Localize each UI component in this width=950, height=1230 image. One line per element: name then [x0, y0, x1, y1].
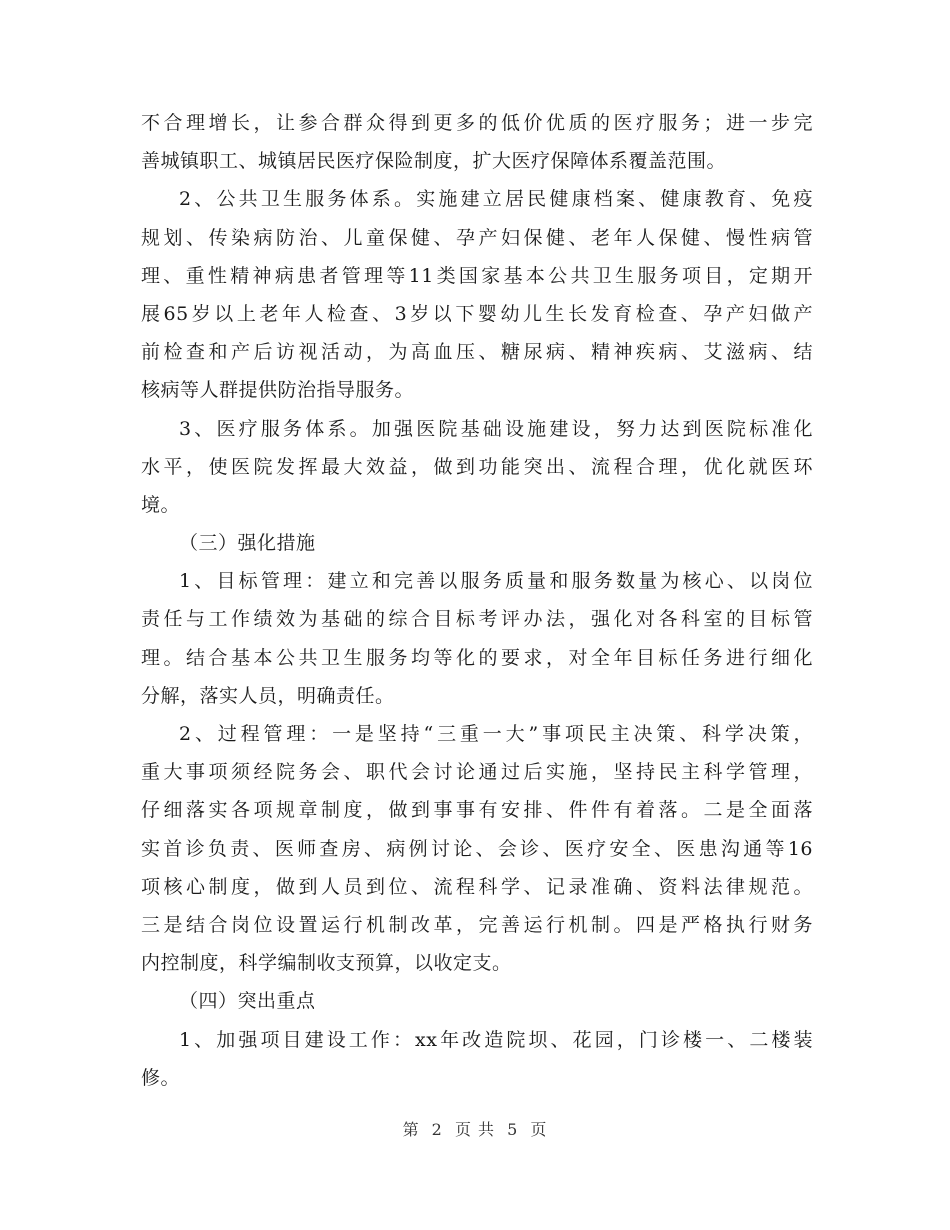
- text-line: 三是结合岗位设置运行机制改革，完善运行机制。四是严格执行财务: [141, 913, 813, 936]
- text-line: 分解，落实人员，明确责任。: [141, 684, 395, 707]
- footer-total-pages: 5: [507, 1120, 519, 1139]
- footer-page-number: 2: [431, 1120, 443, 1139]
- paragraph: [141, 180, 813, 409]
- text-line: 责任与工作绩效为基础的综合目标考评办法，强化对各科室的目标管: [141, 608, 813, 631]
- text-line: 重大事项须经院务会、职代会讨论通过后实施，坚持民主科学管理，: [141, 761, 813, 784]
- body-text: [141, 104, 813, 1097]
- text-line: 理。结合基本公共卫生服务均等化的要求，对全年目标任务进行细化: [141, 646, 813, 669]
- paragraph: [141, 982, 813, 1020]
- text-line: 规划、传染病防治、儿童保健、孕产妇保健、老年人保健、慢性病管: [141, 226, 813, 249]
- text-line: 水平，使医院发挥最大效益，做到功能突出、流程合理，优化就医环: [141, 455, 813, 478]
- text-line: 1、加强项目建设工作：xx年改造院坝、花园，门诊楼一、二楼装: [179, 1028, 813, 1051]
- text-line: 展65岁以上老年人检查、3岁以下婴幼儿生长发育检查、孕产妇做产: [141, 302, 813, 325]
- footer-middle: 页 共: [454, 1120, 496, 1139]
- footer-prefix: 第: [402, 1120, 420, 1139]
- page-footer: [0, 1117, 950, 1140]
- text-line: 实首诊负责、医师查房、病例讨论、会诊、医疗安全、医患沟通等16: [141, 837, 813, 860]
- text-line: 修。: [141, 1066, 181, 1089]
- text-line: 项核心制度，做到人员到位、流程科学、记录准确、资料法律规范。: [141, 875, 813, 898]
- text-line: 不合理增长，让参合群众得到更多的低价优质的医疗服务；进一步完: [141, 112, 813, 134]
- paragraph: [141, 1021, 813, 1097]
- text-line: 境。: [141, 493, 181, 516]
- text-line: （四）突出重点: [179, 990, 316, 1013]
- text-line: 仔细落实各项规章制度，做到事事有安排、件件有着落。二是全面落: [141, 799, 813, 822]
- text-line: （三）强化措施: [179, 532, 316, 555]
- text-line: 2、过程管理：一是坚持“三重一大”事项民主决策、科学决策，: [179, 723, 813, 745]
- text-line: 前检查和产后访视活动，为高血压、糖尿病、精神疾病、艾滋病、结: [141, 341, 813, 364]
- paragraph: [141, 715, 813, 982]
- text-line: 3、医疗服务体系。加强医院基础设施建设，努力达到医院标准化: [179, 417, 813, 440]
- footer-suffix: 页: [530, 1120, 548, 1139]
- paragraph: [141, 104, 813, 180]
- text-line: 1、目标管理：建立和完善以服务质量和服务数量为核心、以岗位: [179, 570, 813, 593]
- text-line: 内控制度，科学编制收支预算，以收定支。: [141, 952, 512, 975]
- text-line: 善城镇职工、城镇居民医疗保险制度，扩大医疗保障体系覆盖范围。: [141, 150, 727, 173]
- text-line: 理、重性精神病患者管理等11类国家基本公共卫生服务项目，定期开: [141, 264, 813, 287]
- text-line: 核病等人群提供防治指导服务。: [141, 379, 415, 402]
- text-line: 2、公共卫生服务体系。实施建立居民健康档案、健康教育、免疫: [179, 188, 813, 211]
- paragraph: [141, 562, 813, 715]
- paragraph: [141, 410, 813, 525]
- paragraph: [141, 524, 813, 562]
